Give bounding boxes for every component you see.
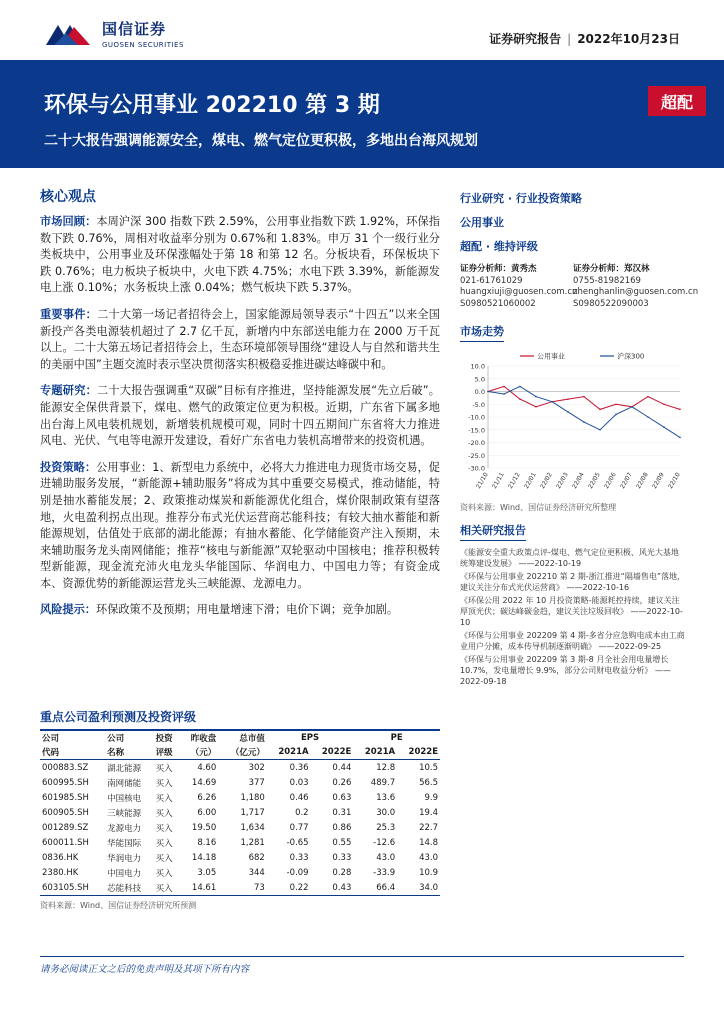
sector-rating: 超配 · 维持评级 bbox=[460, 240, 538, 253]
y-tick-label: -25.0 bbox=[468, 451, 485, 460]
series-point-0 bbox=[567, 398, 569, 400]
table-cell: 买入 bbox=[155, 853, 173, 864]
table-cell: 6.00 bbox=[197, 807, 217, 818]
table-cell: 43.0 bbox=[419, 852, 438, 863]
table-row bbox=[40, 760, 440, 776]
x-tick-label: 22/01 bbox=[523, 471, 538, 490]
table-cell: 华能国际 bbox=[107, 838, 142, 849]
table-cell: 001289.SZ bbox=[42, 822, 89, 833]
table-cell: 0.2 bbox=[295, 807, 309, 818]
table-row bbox=[40, 820, 440, 835]
table-cell: 买入 bbox=[155, 823, 173, 834]
table-cell: 0.43 bbox=[311, 880, 354, 896]
forecast-table: 公司 公司 投资 昨收盘 总市值 EPS PE 代码 名称 评级 （元） （亿元） 2021A 2022E 2021A 2022E 000883.SZ 湖北能源 买入 4.60 302 0.36 0.44 12.8 10.5 600995.SH 南网储能 买入 14.69 377 0.03 0.26 489.7 56.5 601985.SH 中国核电 买入 6.26 1,180 0.46 0.63 13.6 9.9 600905.SH 三峡能源 买入 6.00 1,717 0.2 0.31 30.0 19.4 001289.SZ 龙源电力 买入 19.50 1,634 0.77 0.86 25.3 22.7 600011.SH 华能国际 买入 8.16 1,281 -0.65 0.55 -12.6 14.8 0836.HK 华润电力 买入 14.18 682 0.33 0.33 43.0 43.0 2380.HK 中国电力 买入 3.05 344 -0.09 0.28 -33.9 10.9 603105.SH 芯能科技 买入 14.61 73 0.22 0.43 66.4 34.0 bbox=[40, 729, 440, 896]
table-cell: 买入 bbox=[155, 793, 173, 804]
series-line-0 bbox=[488, 386, 680, 409]
x-tick-label: 22/07 bbox=[619, 471, 634, 490]
table-cell: 377 bbox=[248, 777, 265, 788]
x-tick-label: 22/03 bbox=[555, 471, 570, 490]
table-cell: 三峡能源 bbox=[107, 808, 142, 819]
table-cell: 湖北能源 bbox=[107, 763, 142, 774]
series-point-0 bbox=[535, 406, 537, 408]
table-source: 资料来源：Wind、国信证券经济研究所预测 bbox=[40, 901, 197, 910]
related-report-link[interactable]: 《环保与公用事业 202209 第 3 期-8 月全社会用电量增长 10.7%，发电量增长 9.9%，部分公司财电收益分析》 ——2022-09-18 bbox=[460, 655, 671, 686]
table-cell: 0.86 bbox=[332, 822, 352, 833]
table-cell: 买入 bbox=[155, 778, 173, 789]
series-point-1 bbox=[647, 416, 649, 418]
table-cell: 0.33 bbox=[289, 852, 309, 863]
footer-divider bbox=[40, 956, 684, 957]
table-cell: 10.5 bbox=[419, 762, 438, 773]
series-point-0 bbox=[647, 396, 649, 398]
col-header-name: 公司 bbox=[105, 730, 154, 745]
table-cell: 芯能科技 bbox=[105, 880, 154, 896]
col-header-mcap: 总市值 bbox=[218, 730, 267, 745]
investment-strategy-paragraph: 投资策略：公用事业：1、新型电力系统中，必将大力推进电力现货市场交易，促进辅助服务发展，“新能源+辅助服务”将成为其中重要交易模式，推动储能，特别是抽水蓄能发展；2、政策推动煤炭和新能源优化组合，煤价限制政策有望落地，火电盈利拐点出现。推荐分布式光伏运营商芯能科技；有较大抽水蓄能和新能源规划，估值处于底部的湖北能源；有抽水蓄能、化学储能资产注入预期，未来辅助服务龙头南网储能；推荐“核电与新能源”双轮驱动中国核电；推荐积极转型新能源，现金流充沛火电龙头华能国际、华润电力、中国电力等；有资金成本、资源优势的新能源运营龙头三峡能源、龙源电力。 bbox=[40, 460, 440, 590]
table-cell: 1,180 bbox=[240, 792, 265, 803]
table-cell: 682 bbox=[248, 852, 265, 863]
series-point-1 bbox=[663, 426, 665, 428]
series-point-1 bbox=[631, 406, 633, 408]
related-report-link[interactable]: 《环保公用 2022 年 10 月投资策略-能源耗控持续，建议关注厚顶光伏；碳达峰碳金趋，建议关注垃圾回收》 ——2022-10-10 bbox=[460, 596, 683, 627]
analyst-card: 证券分析师：黄秀杰 021-61761029 huangxiuji@guosen.com.cn S0980521060002 bbox=[460, 264, 578, 309]
table-cell: 0.63 bbox=[332, 792, 352, 803]
x-tick-label: 22/08 bbox=[635, 471, 650, 490]
table-cell: 1,634 bbox=[240, 822, 265, 833]
x-tick-label: 22/06 bbox=[603, 471, 618, 490]
table-cell: 3.05 bbox=[197, 867, 217, 878]
table-cell: 603105.SH bbox=[40, 880, 105, 896]
table-cell: 14.69 bbox=[191, 777, 217, 788]
series-point-0 bbox=[679, 409, 681, 411]
title-banner bbox=[0, 60, 724, 168]
company-logo bbox=[44, 18, 184, 49]
table-cell: 0.46 bbox=[289, 792, 309, 803]
table-cell: 10.9 bbox=[419, 867, 438, 878]
table-row bbox=[40, 835, 440, 850]
series-point-1 bbox=[679, 437, 681, 439]
table-cell: 19.50 bbox=[191, 822, 217, 833]
top-bar bbox=[0, 0, 724, 58]
y-tick-label: -15.0 bbox=[468, 426, 485, 435]
x-tick-label: 22/04 bbox=[571, 471, 586, 490]
table-cell: 489.7 bbox=[370, 777, 396, 788]
table-cell: 0.33 bbox=[332, 852, 352, 863]
x-tick-label: 22/09 bbox=[651, 471, 666, 490]
x-tick-label: 22/05 bbox=[587, 471, 602, 490]
table-cell: 43.0 bbox=[376, 852, 396, 863]
analyst-email[interactable]: zhenghanlin@guosen.com.cn bbox=[573, 287, 699, 297]
table-cell: 600011.SH bbox=[42, 837, 89, 848]
table-cell: 中国电力 bbox=[107, 868, 142, 879]
table-cell: 19.4 bbox=[419, 807, 438, 818]
report-meta bbox=[489, 30, 680, 47]
series-point-0 bbox=[583, 396, 585, 398]
series-point-1 bbox=[615, 414, 617, 416]
analyst-email[interactable]: huangxiuji@guosen.com.cn bbox=[460, 287, 578, 297]
related-report-link[interactable]: 《能源安全重大政策点评-煤电、燃气定位更积极、风光大基地统筹建设发展》 ——2022-10-19 bbox=[460, 548, 679, 568]
table-cell: 买入 bbox=[155, 838, 173, 849]
table-cell: 0.77 bbox=[289, 822, 309, 833]
table-cell: 华润电力 bbox=[107, 853, 142, 864]
related-report-link[interactable]: 《环保与公用事业 202209 第 4 期-多省分应急购电成本由工商业用户分摊，成本传导机制逐渐明确》 ——2022-09-25 bbox=[460, 631, 685, 651]
rating-badge: 超配 bbox=[648, 86, 706, 116]
table-cell: 买入 bbox=[154, 880, 181, 896]
table-cell: 000883.SZ bbox=[42, 762, 89, 773]
series-point-1 bbox=[535, 396, 537, 398]
series-point-1 bbox=[599, 429, 601, 431]
table-cell: 14.61 bbox=[181, 880, 219, 896]
series-point-1 bbox=[503, 393, 505, 395]
core-views-heading: 核心观点 bbox=[40, 189, 96, 205]
table-cell: 14.8 bbox=[419, 837, 438, 848]
x-tick-label: 21/12 bbox=[507, 471, 522, 490]
disclaimer-notice: 请务必阅读正文之后的免责声明及其项下所有内容 bbox=[40, 964, 250, 975]
table-row bbox=[40, 805, 440, 820]
table-cell: 13.6 bbox=[376, 792, 396, 803]
x-tick-label: 21/10 bbox=[475, 471, 490, 490]
table-cell: 2380.HK bbox=[42, 867, 79, 878]
sidebar bbox=[460, 190, 699, 689]
table-cell: 1,281 bbox=[240, 837, 265, 848]
col-header-code: 公司 bbox=[40, 730, 105, 745]
table-cell: 22.7 bbox=[419, 822, 438, 833]
table-cell: 56.5 bbox=[419, 777, 438, 788]
series-point-1 bbox=[519, 386, 521, 388]
table-row bbox=[40, 790, 440, 805]
table-cell: 0836.HK bbox=[42, 852, 79, 863]
y-tick-label: 0.0 bbox=[474, 388, 485, 396]
table-cell: 66.4 bbox=[353, 880, 397, 896]
y-tick-label: 10.0 bbox=[470, 362, 485, 371]
research-category: 行业研究 · 行业投资策略 bbox=[460, 192, 582, 205]
table-cell: 0.55 bbox=[332, 837, 352, 848]
table-cell: 0.36 bbox=[289, 762, 309, 773]
sector-name: 公用事业 bbox=[460, 216, 504, 229]
y-tick-label: -10.0 bbox=[468, 413, 485, 422]
market-trend-chart bbox=[460, 348, 686, 500]
series-point-1 bbox=[567, 411, 569, 413]
logo-cn-text: 国信证券 bbox=[102, 20, 167, 38]
table-cell: 601985.SH bbox=[42, 792, 89, 803]
table-cell: 4.60 bbox=[197, 762, 217, 773]
table-cell: -0.09 bbox=[286, 867, 309, 878]
table-cell: 1,717 bbox=[240, 807, 265, 818]
meta-separator: | bbox=[567, 32, 572, 46]
x-tick-label: 22/02 bbox=[539, 471, 554, 490]
y-tick-label: -5.0 bbox=[472, 400, 485, 409]
series-point-0 bbox=[599, 409, 601, 411]
key-events-paragraph: 重要事件：二十大第一场记者招待会上，国家能源局领导表示“十四五”以来全国新投产各类电源装机超过了 2.7 亿千瓦，新增内中东部送电能力在 2000 万千瓦以上。二十大第五场记者招待会上，生态环境部领导围绕“建设人与自然和谐共生的美丽中国”主题交流时表示坚决贯彻落实积极稳妥推进碳达峰碳中和。 bbox=[40, 307, 440, 371]
table-cell: 34.0 bbox=[397, 880, 440, 896]
table-cell: 25.3 bbox=[376, 822, 396, 833]
table-cell: 龙源电力 bbox=[107, 823, 142, 834]
table-cell: 344 bbox=[248, 867, 265, 878]
table-cell: 600995.SH bbox=[42, 777, 89, 788]
forecast-table-title: 重点公司盈利预测及投资评级 bbox=[40, 710, 197, 724]
table-cell: 30.0 bbox=[376, 807, 396, 818]
table-cell: 买入 bbox=[155, 763, 173, 774]
report-type: 证券研究报告 bbox=[489, 32, 562, 46]
analyst-card: 证券分析师：郑汉林 0755-81982169 zhenghanlin@guosen.com.cn S0980522090003 bbox=[573, 264, 699, 309]
table-cell: -33.9 bbox=[373, 867, 396, 878]
table-cell: 14.18 bbox=[191, 852, 217, 863]
special-research-paragraph: 专题研究：二十大报告强调重“双碳”目标有序推进，坚持能源发展“先立后破”。能源安全保供背景下，煤电、燃气的政策定位更为积极。近期，广东省下属多地出台海上风电装机规划，新增装机规模可观，同时十四五期间广东省将大力推进风电、光伏、气电等电源开发建设，看好广东省电力装机高增带来的投资机遇。 bbox=[40, 384, 440, 448]
related-reports-list bbox=[460, 547, 686, 687]
table-row bbox=[40, 865, 440, 880]
table-cell: 0.44 bbox=[332, 762, 352, 773]
legend-label: 沪深300 bbox=[617, 352, 645, 361]
legend-label: 公用事业 bbox=[537, 352, 565, 361]
table-row bbox=[40, 850, 440, 865]
logo-en-text: GUOSEN SECURITIES bbox=[102, 41, 184, 49]
table-cell: 南网储能 bbox=[107, 778, 142, 789]
related-reports-heading: 相关研究报告 bbox=[460, 522, 526, 541]
report-title: 环保与公用事业 202210 第 3 期 bbox=[44, 93, 380, 118]
x-tick-label: 22/10 bbox=[667, 471, 682, 490]
chart-source: 资料来源：Wind、国信证券经济研究所整理 bbox=[460, 503, 617, 512]
related-report-link[interactable]: 《环保与公用事业 202210 第 2 期-浙江推进“隔墙售电”落地，建议关注分布式光伏运营商》 ——2022-10-16 bbox=[460, 572, 685, 592]
y-tick-label: 5.0 bbox=[474, 375, 485, 384]
series-point-0 bbox=[519, 398, 521, 400]
market-trend-heading: 市场走势 bbox=[460, 323, 504, 342]
report-date: 2022年10月23日 bbox=[577, 32, 680, 46]
col-header-rating: 投资 bbox=[154, 730, 181, 745]
forecast-table-section bbox=[40, 708, 440, 911]
table-cell: -0.65 bbox=[286, 837, 309, 848]
series-point-0 bbox=[615, 403, 617, 405]
col-header-pe: PE bbox=[353, 730, 440, 745]
table-row bbox=[40, 775, 440, 790]
table-cell: 买入 bbox=[155, 808, 173, 819]
table-cell: 8.16 bbox=[197, 837, 217, 848]
analyst-list bbox=[460, 264, 699, 310]
table-cell: 0.31 bbox=[332, 807, 352, 818]
table-cell: 买入 bbox=[155, 868, 173, 879]
table-cell: -12.6 bbox=[373, 837, 396, 848]
report-subtitle: 二十大报告强调能源安全，煤电、燃气定位更积极，多地出台海风规划 bbox=[44, 133, 478, 149]
core-views-section bbox=[40, 186, 440, 629]
table-cell: 中国核电 bbox=[107, 793, 142, 804]
y-tick-label: -20.0 bbox=[468, 439, 485, 447]
table-cell: 302 bbox=[248, 762, 265, 773]
x-tick-label: 21/11 bbox=[491, 471, 506, 490]
table-cell: 0.28 bbox=[332, 867, 352, 878]
table-row bbox=[40, 880, 440, 896]
market-review-paragraph: 市场回顾：本周沪深 300 指数下跌 2.59%，公用事业指数下跌 1.92%，环保指数下跌 0.76%，周相对收益率分别为 0.67%和 1.83%。申万 31 个一级行业分类板块中，公用事业及环保涨幅处于第 18 和第 12 名。分板块看，环保板块下跌 0.76%；电力板块子板块中，火电下跌 4.75%；水电下跌 3.39%，新能源发电上涨 0.10%；水务板块上涨 0.04%；燃气板块下跌 5.37%。 bbox=[40, 215, 440, 295]
col-header-eps: EPS bbox=[267, 730, 354, 745]
guosen-logo-icon bbox=[44, 19, 94, 49]
table-cell: 9.9 bbox=[424, 792, 438, 803]
series-point-1 bbox=[551, 401, 553, 403]
table-cell: 12.8 bbox=[376, 762, 396, 773]
trend-chart-svg bbox=[460, 348, 686, 496]
series-point-0 bbox=[663, 403, 665, 405]
series-point-0 bbox=[503, 386, 505, 388]
series-point-1 bbox=[583, 421, 585, 423]
table-cell: 6.26 bbox=[197, 792, 217, 803]
table-cell: 0.26 bbox=[332, 777, 352, 788]
risk-warning-paragraph: 风险提示：环保政策不及预期；用电量增速下滑；电价下调；竞争加剧。 bbox=[40, 603, 399, 617]
table-cell: 73 bbox=[218, 880, 267, 896]
table-cell: 0.03 bbox=[289, 777, 309, 788]
series-point-1 bbox=[487, 391, 489, 393]
table-cell: 0.22 bbox=[267, 880, 311, 896]
y-tick-label: -30.0 bbox=[468, 464, 485, 473]
col-header-price: 昨收盘 bbox=[181, 730, 219, 745]
table-cell: 600905.SH bbox=[42, 807, 89, 818]
